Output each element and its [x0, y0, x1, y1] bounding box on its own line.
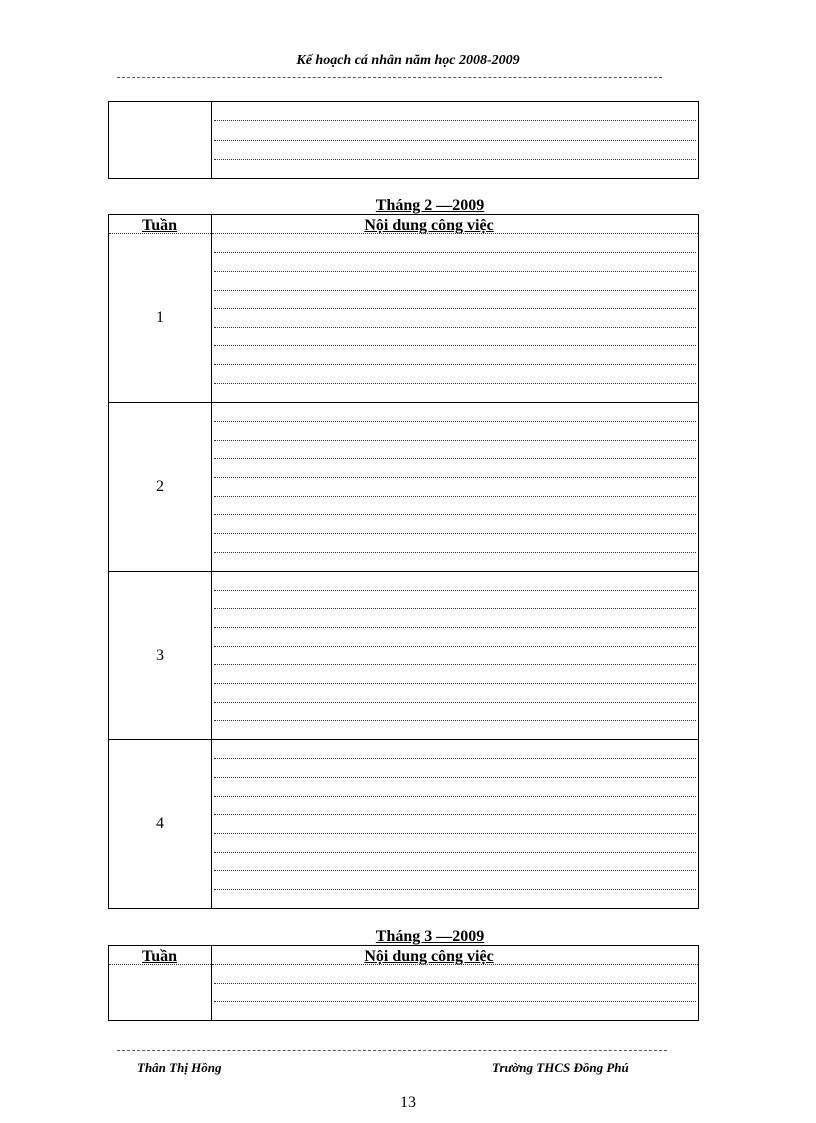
writing-line: [214, 458, 696, 459]
month-title-feb: Tháng 2 —2009: [375, 197, 485, 214]
header-underline: [212, 233, 698, 234]
month-title-mar: Tháng 3 —2009: [375, 928, 485, 945]
header-underline: [109, 233, 211, 234]
writing-line: [214, 720, 696, 721]
writing-line: [214, 777, 696, 778]
writing-line: [214, 796, 696, 797]
footer-school: Trường THCS Đồng Phú: [492, 1060, 629, 1075]
writing-line: [214, 308, 696, 309]
header-rule: [117, 77, 662, 78]
writing-line: [214, 496, 696, 497]
page-header-title: Kế hoạch cá nhân năm học 2008-2009: [296, 53, 520, 68]
writing-line: [214, 271, 696, 272]
writing-line: [214, 852, 696, 853]
writing-line: [214, 646, 696, 647]
writing-line: [214, 1001, 696, 1002]
writing-line: [214, 664, 696, 665]
week-separator: [108, 571, 699, 572]
writing-line: [214, 477, 696, 478]
writing-line: [214, 552, 696, 553]
week-number: 2: [156, 478, 164, 495]
writing-line: [214, 814, 696, 815]
writing-line: [214, 889, 696, 890]
week-number: 4: [156, 815, 164, 832]
column-divider: [211, 214, 212, 909]
column-header-content: Nội dung công việc: [364, 948, 494, 965]
writing-line: [214, 702, 696, 703]
writing-line: [214, 327, 696, 328]
week-number: 1: [156, 309, 164, 326]
writing-line: [214, 383, 696, 384]
writing-line: [214, 533, 696, 534]
writing-line: [214, 364, 696, 365]
writing-line: [214, 683, 696, 684]
writing-line: [214, 833, 696, 834]
header-underline: [212, 964, 698, 965]
writing-line: [214, 590, 696, 591]
continuation-divider: [211, 101, 212, 179]
writing-line: [214, 421, 696, 422]
writing-line: [214, 608, 696, 609]
column-header-week: Tuần: [142, 948, 177, 965]
week-number: 3: [156, 647, 164, 664]
writing-line: [214, 627, 696, 628]
writing-line: [214, 159, 696, 160]
column-header-week: Tuần: [142, 217, 177, 234]
week-separator: [108, 402, 699, 403]
header-underline: [109, 964, 211, 965]
writing-line: [214, 514, 696, 515]
writing-line: [214, 983, 696, 984]
writing-line: [214, 345, 696, 346]
writing-line: [214, 120, 696, 121]
writing-line: [214, 252, 696, 253]
writing-line: [214, 870, 696, 871]
writing-line: [214, 140, 696, 141]
page-number: 13: [400, 1094, 416, 1111]
writing-line: [214, 440, 696, 441]
writing-line: [214, 758, 696, 759]
writing-line: [214, 290, 696, 291]
week-separator: [108, 739, 699, 740]
footer-author: Thân Thị Hồng: [137, 1060, 222, 1075]
footer-rule: [117, 1050, 667, 1051]
column-header-content: Nội dung công việc: [364, 217, 494, 234]
